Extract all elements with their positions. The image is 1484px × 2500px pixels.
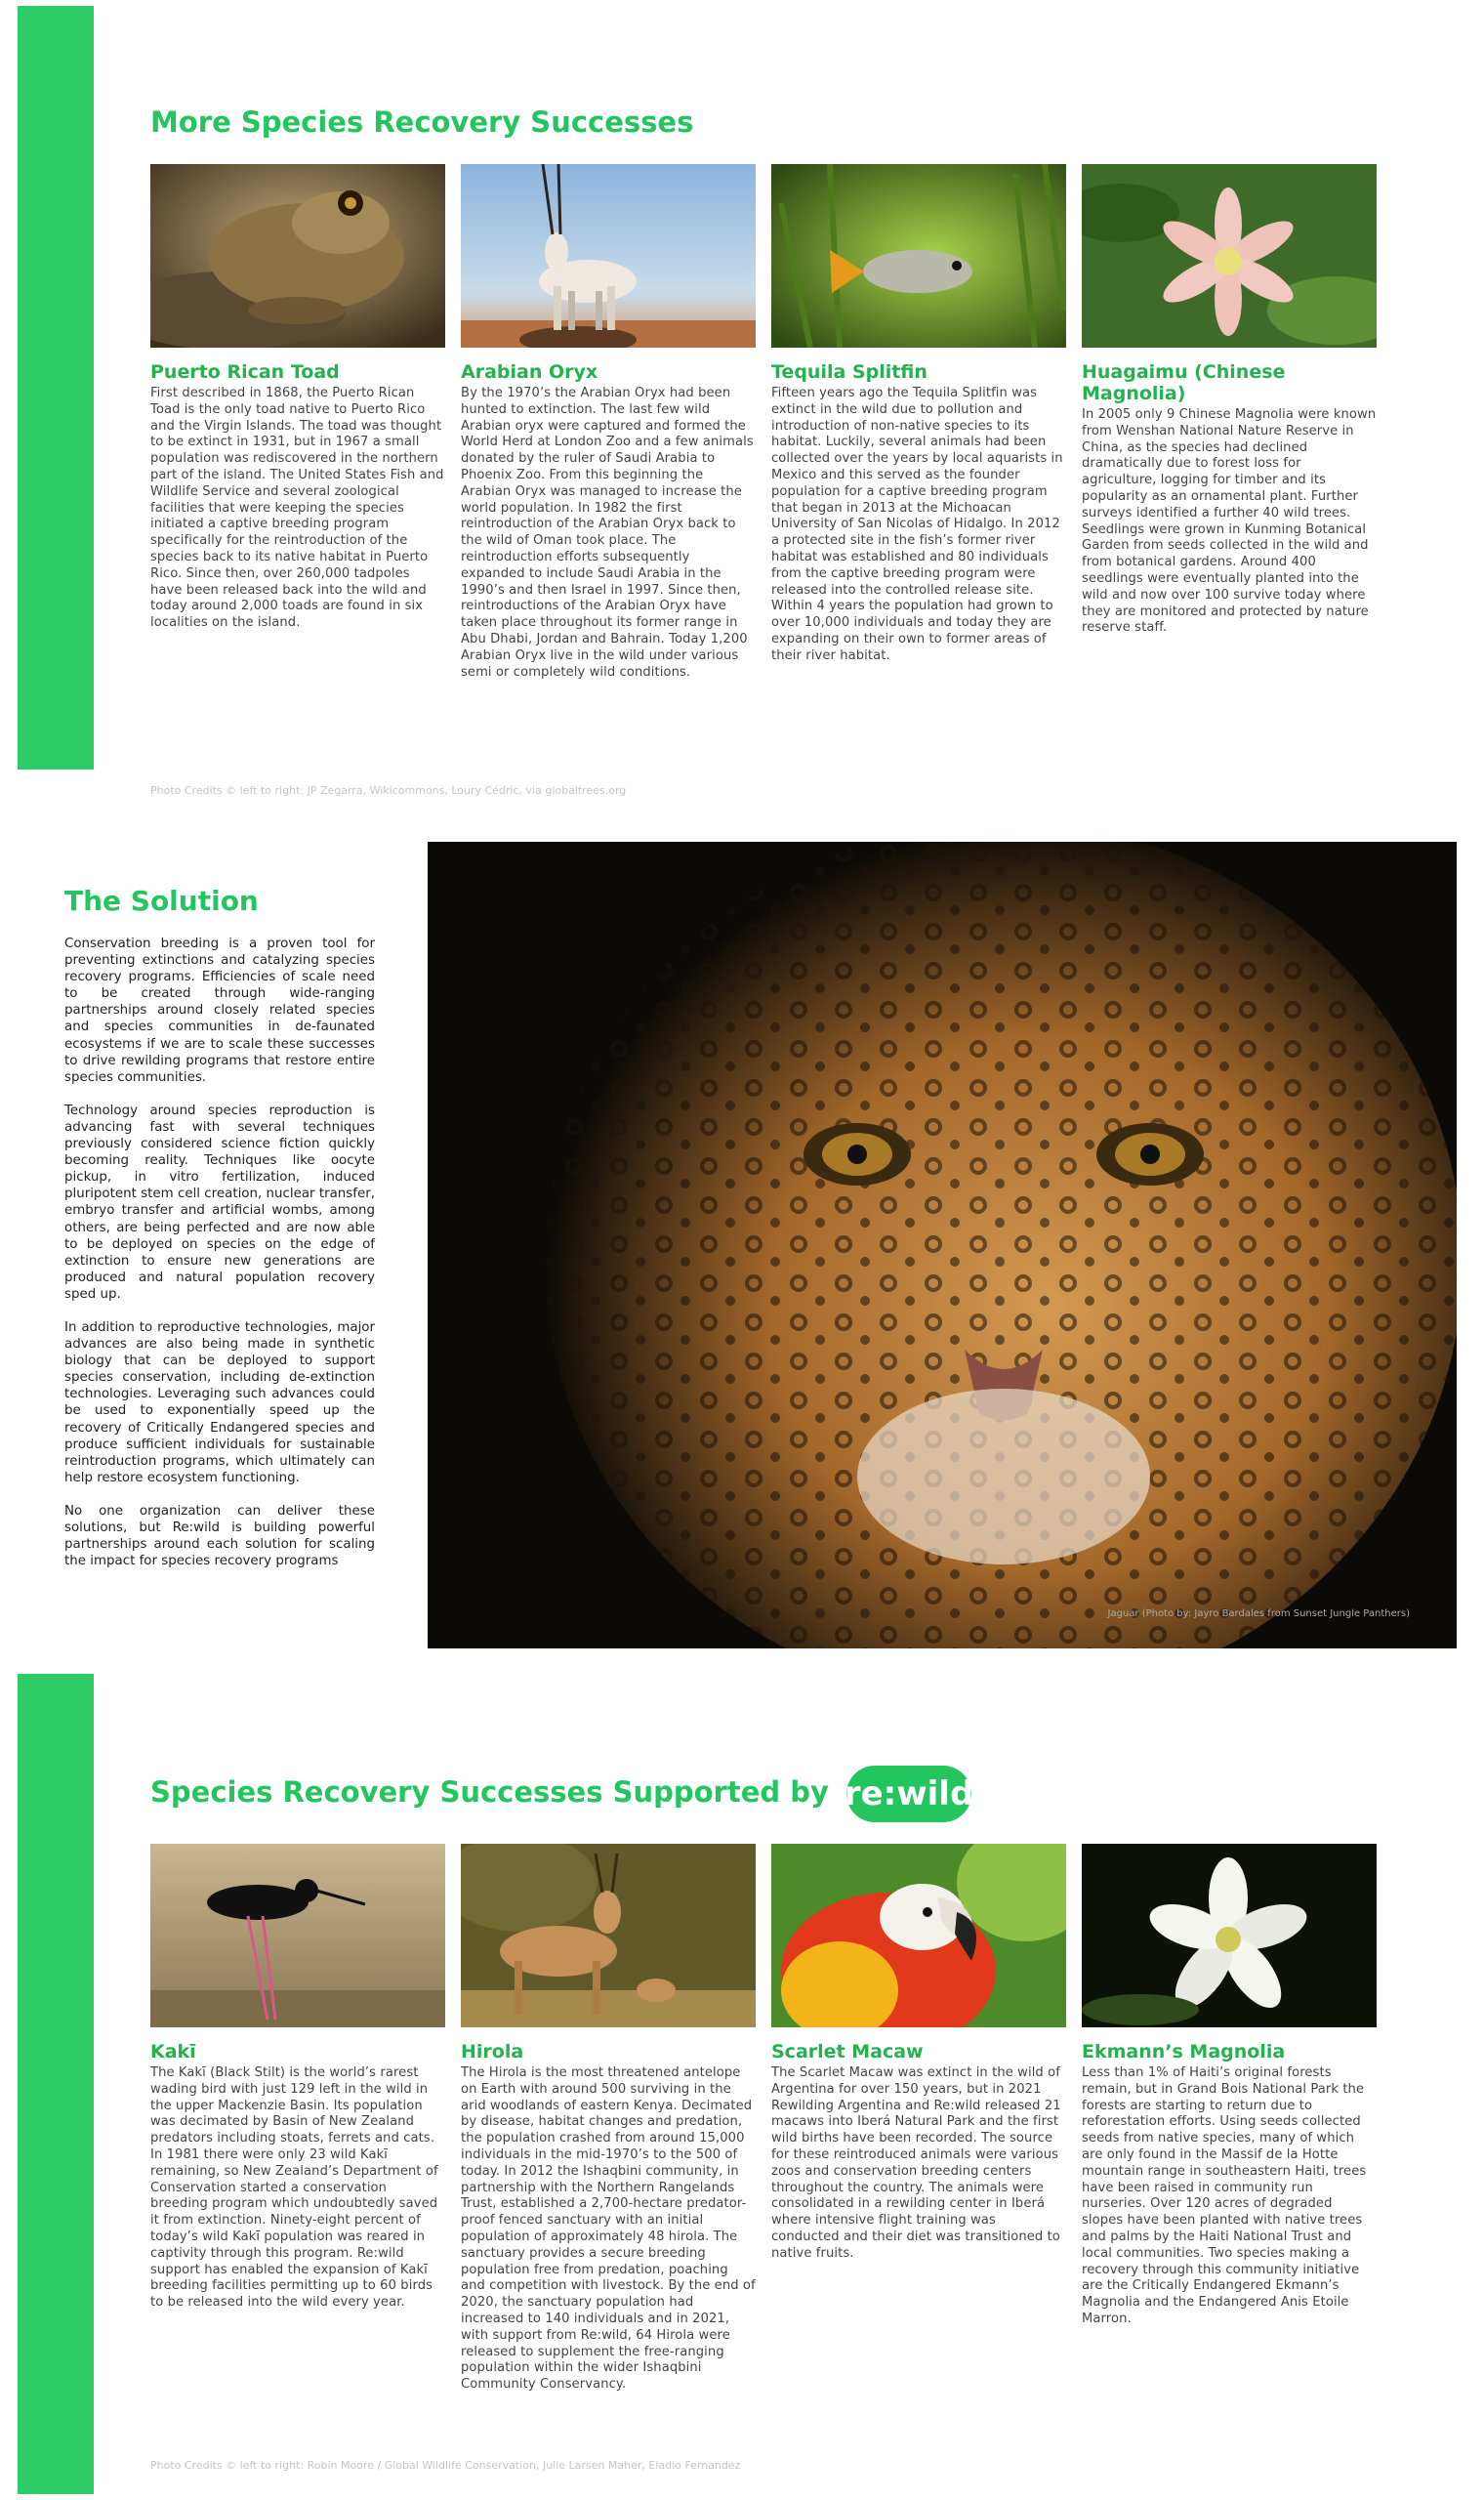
photo-credits: Photo Credits © left to right: JP Zegarra, Wikicommons, Loury Cédric, via globaltrees.org <box>150 784 627 797</box>
card-title: Scarlet Macaw <box>771 2041 924 2062</box>
solution-paragraph: Conservation breeding is a proven tool for preventing extinctions and catalyzing species recovery programs. Efficiencies of scale need to be created through wide-ranging partnerships around closely related species and species communities in de-faunated ecosystems if we are to scale these successes to drive rewilding programs that restore entire species communities. <box>64 937 375 1085</box>
species-card <box>461 164 756 681</box>
solution-paragraph: In addition to reproductive technologies, major advances are also being made in synthetic biology that can be deployed to support species conservation, including de-extinction technologies. Leveraging such advances could be used to exponentially speed up the recovery of Critically Endangered species and produce sufficient individuals for sustainable reintroduction programs, which ultimately can help restore ecosystem functioning. <box>64 1319 375 1485</box>
oryx-icon <box>461 164 756 348</box>
species-card <box>1082 164 1377 637</box>
card-title: Tequila Splitfin <box>771 361 928 383</box>
stilt-bird-icon <box>150 1844 445 2027</box>
photo-credits: Photo Credits © left to right: Robin Moore / Global Wildlife Conservation, Julie Larsen Maher, Eladio Fernandez <box>150 2459 741 2472</box>
accent-bar-bottom <box>18 1674 94 2494</box>
macaw-icon <box>771 1844 1066 2027</box>
species-card <box>461 1844 756 2394</box>
toad-photo <box>150 164 445 348</box>
solution-paragraph: Technology around species reproduction is advancing fast with several techniques previously considered science fiction quickly becoming reality. Techniques like oocyte pickup, in vitro fertilization, induced pluripotent stem cell creation, nuclear transfer, embryo transfer and artificial wombs, among others, are being perfected and are now able to be deployed on species on the edge of extinction to ensure new generations are produced and natural population recovery sped up. <box>64 1103 375 1302</box>
card-title: Puerto Rican Toad <box>150 361 340 383</box>
species-card <box>771 1844 1066 2263</box>
card-body: The Kakī (Black Stilt) is the world’s rarest wading bird with just 129 left in the wild in the upper Mackenzie Basin. Its population was decimated by Basin of New Zealand predators including stoats, ferrets and cats. In 1981 there were only 23 wild Kakī remaining, so New Zealand’s Department of Conservation started a conservation breeding program which undoubtedly saved it from extinction. Ninety-eight percent of today’s wild Kakī population was reared in captivity through this program. Re:wild support has enabled the expansion of Kakī breeding facilities permitting up to 60 birds to be released into the wild every year. <box>150 2065 438 2311</box>
card-title: Hirola <box>461 2041 524 2062</box>
card-body: First described in 1868, the Puerto Rican Toad is the only toad native to Puerto Rico and the Virgin Islands. The toad was thought to be extinct in 1931, but in 1967 a small population was rediscovered in the northern part of the island. The United States Fish and Wildlife Service and several zoological facilities that were keeping the species initiated a captive breeding program specifically for the reintroduction of the species back to its native habitat in Puerto Rico. Since then, over 260,000 tadpoles have been released back into the wild and today around 2,000 toads are found in six localities on the island. <box>150 386 444 631</box>
magnolia-photo <box>1082 164 1377 348</box>
antelope-icon <box>461 1844 756 2027</box>
magnolia-icon <box>1082 164 1377 348</box>
oryx-photo <box>461 164 756 348</box>
solution-text <box>64 936 375 1586</box>
fish-icon <box>771 164 1066 348</box>
white-magnolia-icon <box>1082 1844 1377 2027</box>
species-card <box>771 164 1066 665</box>
species-card <box>150 1844 445 2312</box>
rewild-logo: re:wild <box>846 1766 971 1822</box>
section-title-text: Species Recovery Successes Supported by <box>150 1775 829 1809</box>
jaguar-photo <box>428 842 1457 1648</box>
card-body: The Hirola is the most threatened antelope on Earth with around 500 surviving in the arid woodlands of eastern Kenya. Decimated by disease, habitat changes and predation, the population crashed from around 15,000 individuals in the mid-1970’s to the 500 of today. In 2012 the Ishaqbini community, in partnership with the Northern Rangelands Trust, established a 2,700-hectare predator-proof fenced sanctuary with an initial population of approximately 48 hirola. The sanctuary provides a secure breeding population free from predation, poaching and competition with livestock. By the end of 2020, the sanctuary population had increased to 140 individuals and in 2021, with support from Re:wild, 64 Hirola were released to supplement the free-ranging population within the wider Ishaqbini Community Conservancy. <box>461 2065 756 2393</box>
toad-icon <box>150 164 445 348</box>
jaguar-photo-credit: Jaguar (Photo by: Jayro Bardales from Sunset Jungle Panthers) <box>1107 1608 1410 1619</box>
card-body: In 2005 only 9 Chinese Magnolia were known from Wenshan National Nature Reserve in China, as the species had declined dramatically due to forest loss for agriculture, logging for timber and its popularity as an ornamental plant. Further surveys identified a further 40 wild trees. Seedlings were grown in Kunming Botanical Garden from seeds collected in the wild and from botanical gardens. Around 400 seedlings were eventually planted into the wild and now over 100 survive today where they are monitored and protected by nature reserve staff. <box>1082 407 1377 636</box>
card-title: Ekmann’s Magnolia <box>1082 2041 1286 2062</box>
hirola-photo <box>461 1844 756 2027</box>
card-body: The Scarlet Macaw was extinct in the wild of Argentina for over 150 years, but in 2021 Rewilding Argentina and Re:wild released 21 macaws into Iberá Natural Park and the first wild births have been recorded. The source for these reintroduced animals were various zoos and conservation breeding centers throughout the country. The animals were consolidated in a rewilding center in Iberá where intensive flight training was conducted and their diet was transitioned to native fruits. <box>771 2065 1061 2261</box>
species-card <box>150 164 445 632</box>
fish-photo <box>771 164 1066 348</box>
ekmann-magnolia-photo <box>1082 1844 1377 2027</box>
accent-bar-top <box>18 6 94 770</box>
stilt-photo <box>150 1844 445 2027</box>
solution-title: The Solution <box>64 885 259 917</box>
card-body: By the 1970’s the Arabian Oryx had been hunted to extinction. The last few wild Arabian oryx were captured and formed the World Herd at London Zoo and a few animals donated by the ruler of Saudi Arabia to Phoenix Zoo. From this beginning the Arabian Oryx was managed to increase the world population. In 1982 the first reintroduction of the Arabian Oryx back to the wild of Oman took place. The reintroduction efforts subsequently expanded to include Saudi Arabia in the 1990’s and then Israel in 1997. Since then, reintroductions of the Arabian Oryx have taken place throughout its former range in Abu Dhabi, Jordan and Bahrain. Today 1,200 Arabian Oryx live in the wild under various semi or completely wild conditions. <box>461 386 754 680</box>
card-body: Less than 1% of Haiti’s original forests remain, but in Grand Bois National Park the forests are starting to return due to reforestation efforts. Using seeds collected seeds from native species, many of which are only found in the Massif de la Hotte mountain range in southeastern Haiti, trees have been raised in community run nurseries. Over 120 acres of degraded slopes have been planted with native trees and palms by the Haiti National Trust and local communities. Two species making a recovery through this community initiative are the Critically Endangered Ekmann’s Magnolia and the Endangered Anis Etoile Marron. <box>1082 2065 1367 2326</box>
card-body: Fifteen years ago the Tequila Splitfin was extinct in the wild due to pollution and introduction of non-native species to its habitat. Luckily, several animals had been collected over the years by local aquarists in Mexico and this served as the founder population for a captive breeding program that began in 2013 at the Michoacan University of San Nicolas of Hidalgo. In 2012 a protected site in the fish’s former river habitat was established and 80 individuals from the captive breeding program were released into the controlled release site. Within 4 years the population had grown to over 10,000 individuals and today they are expanding on their own to former areas of their river habitat. <box>771 386 1063 663</box>
card-title: Kakī <box>150 2041 196 2062</box>
card-title: Arabian Oryx <box>461 361 598 383</box>
section-title-rewild-successes <box>150 1766 974 1822</box>
macaw-photo <box>771 1844 1066 2027</box>
section-title-more-successes: More Species Recovery Successes <box>150 105 694 139</box>
jaguar-icon <box>428 842 1457 1648</box>
species-card <box>1082 1844 1377 2328</box>
card-title: Huagaimu (Chinese Magnolia) <box>1082 361 1286 404</box>
solution-paragraph: No one organization can deliver these solutions, but Re:wild is building powerful partnerships around each solution for scaling the impact for species recovery programs <box>64 1503 375 1569</box>
